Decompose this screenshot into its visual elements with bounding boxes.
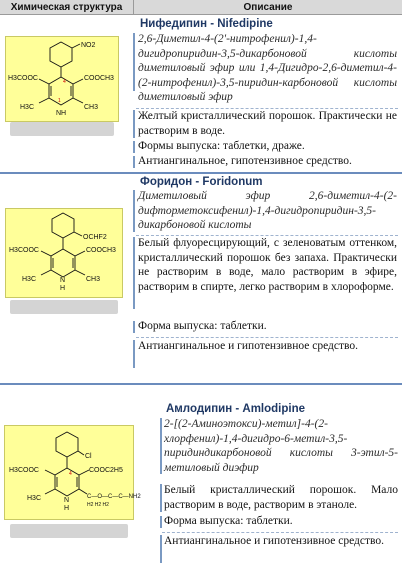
text-accent-bar [133, 156, 135, 168]
redacted-caption [10, 524, 128, 538]
drug-title-nifedipine: Нифедипин - Nifedipine [140, 18, 273, 30]
drug-forms: Форма выпуска: таблетки. [164, 515, 293, 527]
drug-action: Антиангинальное и гипотензивное средство. [164, 535, 384, 547]
structure-label: 4 [69, 471, 72, 477]
text-accent-bar [160, 484, 162, 512]
structure-label: H3COOC [8, 75, 38, 82]
drug-title-foridon: Форидон - Foridonum [140, 176, 263, 188]
drug-action: Антиангинальное и гипотензивное средство. [138, 340, 358, 352]
text-accent-bar [133, 33, 135, 91]
structure-label: COOC2H5 [89, 467, 123, 474]
structure-image-foridon [5, 208, 123, 298]
text-accent-bar [133, 321, 135, 333]
structure-image-amlodipine [4, 425, 141, 520]
structure-label: H2 H2 H2 [87, 502, 109, 508]
structure-label: NO2 [81, 42, 96, 49]
divider [162, 532, 398, 533]
text-accent-bar [133, 237, 135, 309]
column-header-structure: Химическая структура [0, 0, 134, 15]
structure-label: C—O—C—C—NH2 [87, 494, 141, 500]
drug-title-amlodipine: Амлодипин - Amlodipine [166, 403, 305, 415]
structure-label: 4 [63, 79, 66, 85]
drug-row-nifedipine [0, 15, 402, 175]
structure-label: H3C [27, 495, 42, 502]
structure-label: COOCH3 [84, 75, 114, 82]
drug-row-amlodipine [0, 398, 402, 571]
structure-label: Cl [85, 453, 92, 460]
drug-row-foridon [0, 176, 402, 386]
redacted-caption [10, 300, 118, 314]
structure-label: OCHF2 [83, 234, 107, 241]
drug-properties: Белый флуоресцирующий, с зеленоватым оттенком, кристаллический порошок без запаха. Практически не растворим в воде, мало растворим в эфире, растворим в спирте, легко растворим в хлороформе. [138, 237, 397, 293]
text-accent-bar [133, 110, 135, 138]
text-accent-bar [160, 418, 162, 474]
structure-label: H3C [22, 276, 37, 283]
text-accent-bar [133, 190, 135, 232]
text-accent-bar [133, 141, 135, 153]
structure-label: N [60, 277, 66, 284]
drug-forms: Формы выпуска: таблетки, драже. [138, 140, 305, 152]
structure-label: NH [56, 110, 67, 117]
structure-label: CH3 [84, 104, 99, 111]
drug-chemical-name: 2-[(2-Аминоэтокси)-метил]-4-(2-хлорфенил)-1,4-дигидро-6-метил-3,5-пиридиндикарбоновой кислоты 3-этил-5-метиловый диэфир [164, 418, 398, 474]
structure-label: 1 [58, 98, 61, 104]
structure-label: H3C [20, 104, 35, 111]
structure-image-nifedipine [5, 36, 119, 122]
structure-label: N [64, 497, 70, 504]
row-separator [0, 172, 402, 174]
row-separator [0, 383, 402, 385]
structure-label: COOCH3 [86, 247, 116, 254]
drug-action: Антиангинальное, гипотензивное средство. [138, 155, 352, 167]
drug-chemical-name: 2,6-Диметил-4-(2'-нитрофенил)-1,4-дигидропиридин-3,5-дикарбоновой кислоты диметиловый эфир или 1,4-Дигидро-2,6-диметил-4-(2-нитрофенил)-3,5-пиридин-карбоновой кислоты диметиловый эфир [138, 33, 397, 103]
column-header-description: Описание [243, 2, 293, 13]
drug-properties: Белый кристаллический порошок. Мало растворим в воде, растворим в этаноле. [164, 484, 398, 511]
structure-label: H3COOC [9, 467, 39, 474]
structure-label: H3COOC [9, 247, 39, 254]
structure-label: H [64, 505, 70, 512]
table-header [0, 0, 402, 15]
structure-label: H [60, 285, 66, 292]
text-accent-bar [133, 340, 135, 368]
drug-chemical-name: Диметиловый эфир 2,6-диметил-4-(2-дифторметоксифенил)-1,4-дигидропиридин-3,5-дикарбоновой кислоты [138, 190, 397, 231]
drug-forms: Форма выпуска: таблетки. [138, 320, 267, 332]
divider [136, 337, 398, 338]
redacted-caption [10, 122, 114, 136]
drug-properties: Желтый кристаллический порошок. Практически не растворим в воде. [138, 110, 397, 137]
text-accent-bar [160, 535, 162, 563]
text-accent-bar [160, 516, 162, 528]
structure-label: CH3 [86, 276, 101, 283]
